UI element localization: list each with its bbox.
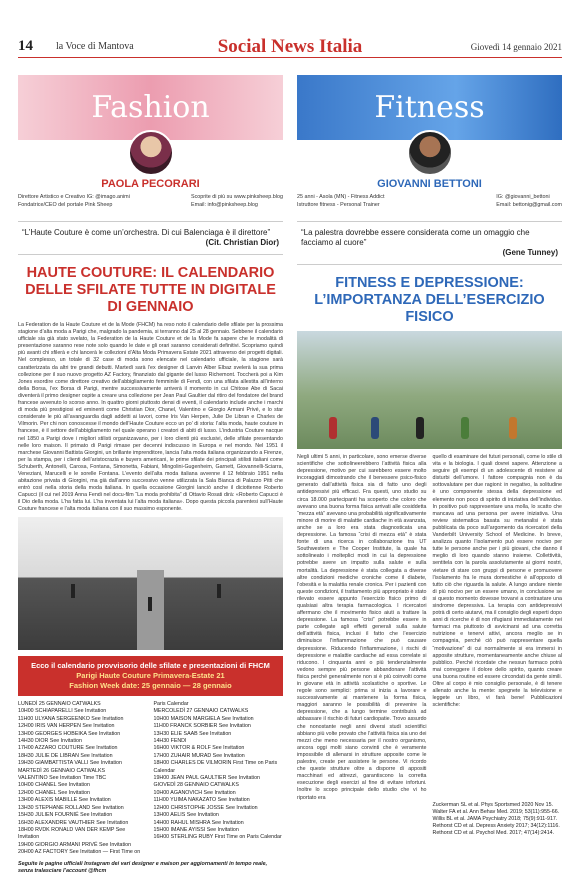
credentials-left: 25 anni - Asola (MN) - Fitness Addict Istruttore fitness - Personal Trainer xyxy=(297,194,385,208)
athlete-figure xyxy=(461,417,469,439)
quote-author: (Cit. Christian Dior) xyxy=(205,238,279,247)
author-credentials xyxy=(297,193,562,209)
schedule-item: 15H00 IMANE AYISSI See Invitation xyxy=(153,826,239,833)
calendar-box xyxy=(18,656,283,696)
schedule-item: 13H00 GEORGES HOBEIKA See Invitation xyxy=(18,730,121,737)
article-right-column xyxy=(433,454,563,854)
athlete-figure xyxy=(416,417,424,439)
schedule-item: 15H30 JULIEN FOURNIÉ See Invitation xyxy=(18,812,113,819)
schedule-item: 19H00 JEAN PAUL GAULTIER See Invitation xyxy=(153,775,260,782)
schedule-item: 10H00 CHANEL See Invitation xyxy=(18,782,90,789)
quote-text: “L’Haute Couture è come un’orchestra. Di cui Balenciaga è il direttore” xyxy=(22,228,271,237)
schedule-item: 12H00 IRIS VAN HERPEN See Invitation xyxy=(18,723,115,730)
schedule-item: 19H30 GIAMBATTISTA VALLI See Invitation xyxy=(18,760,122,767)
schedule-item: 20H00 AZ FACTORY See Invitation — First Time on xyxy=(18,849,141,856)
reference-item: Walter FA et al. Ann Behav Med. 2019; 53(11):955-66. xyxy=(432,809,560,815)
credentials-right: IG: @giovanni_bettoni Email: bettonig@gmail.com xyxy=(496,194,562,208)
schedule-item: LUNEDÌ 25 GENNAIO CATWALKS xyxy=(18,701,101,707)
audience-figure xyxy=(71,584,75,598)
schedule-item: 18H00 RVDK RONALD VAN DER KEMP See Invitation xyxy=(18,826,126,841)
schedule-item: 17H00 ZUHAIR MURAD See Invitation xyxy=(153,752,245,759)
page-header xyxy=(18,38,562,58)
schedule-item: 13H00 ALEXIS MABILLE See Invitation xyxy=(18,797,111,804)
pull-quote xyxy=(297,221,562,265)
schedule-item: 11H00 ULYANA SERGEENKO See Invitation xyxy=(18,715,124,722)
schedule-item: 16H00 VIKTOR & ROLF See Invitation xyxy=(153,745,245,752)
calendar-title: Ecco il calendario provvisorio delle sfilate e presentazioni di FHCM xyxy=(31,661,270,670)
schedule-item: 11H00 YUIMA NAKAZATO See Invitation xyxy=(153,797,250,804)
schedule-item: 10H00 AGANOVICH See Invitation xyxy=(153,789,236,796)
schedule-item: 13H30 STEPHANE ROLLAND See Invitation xyxy=(18,804,124,811)
schedule-item: MARTEDÌ 26 GENNAIO CATWALKS xyxy=(18,767,106,774)
schedule xyxy=(18,701,283,857)
credentials-right: Scoprite di più su www.pinksheep.blog Email: info@pinksheep.blog xyxy=(191,194,283,208)
newspaper-name: la Voce di Mantova xyxy=(56,41,134,52)
credentials-left: Direttore Artistico e Creativo IG: @imago.animi Fondatrice/CEO del portale Pink Sheep xyxy=(18,194,130,208)
footnote: Seguite le pagine ufficiali Instagram dei vari designer e maison per aggiornamenti in tempo reale, senza tralasciare l’account @fhcm xyxy=(18,860,268,874)
reference-item: Rethorst CD et al. Depress Anxiety 2017; 34(12):1116. xyxy=(432,823,560,829)
reference-item: Zuckerman SL et al. Phys Sportsmed 2020 Nov 15. xyxy=(432,802,554,808)
fashion-banner-title: Fashion xyxy=(91,90,210,125)
schedule-item: 12H00 CHANEL See Invitation xyxy=(18,789,90,796)
schedule-left xyxy=(18,701,148,857)
author-avatar xyxy=(128,130,174,176)
schedule-item: 10H00 SCHIAPARELLI See Invitation xyxy=(18,708,107,715)
schedule-item: 14H30 DIOR See Invitation xyxy=(18,738,82,745)
schedule-item: 19H00 GIORGIO ARMANI PRIVÉ See Invitation xyxy=(18,841,132,848)
schedule-item: 16H30 ALEXANDRE VAUTHIER See Invitation xyxy=(18,819,129,826)
pull-quote xyxy=(18,221,283,255)
author-name: GIOVANNI BETTONI xyxy=(377,178,482,190)
schedule-item: 14H30 FENDI xyxy=(153,738,187,745)
schedule-item: Paris Calendar xyxy=(153,701,189,707)
fitness-photo xyxy=(297,331,562,449)
schedule-item: 17H00 AZZARO COUTURE See Invitation xyxy=(18,745,118,752)
runway-photo xyxy=(18,517,283,650)
schedule-item: 16H00 STERLING RUBY First Time on Paris Calendar xyxy=(153,834,282,841)
schedule-item: 13H30 ELIE SAAB See Invitation xyxy=(153,730,232,737)
article-headline: HAUTE COUTURE: IL CALENDARIO DELLE SFILATE TUTTE IN DIGITALE DI GENNAIO xyxy=(25,265,276,315)
athlete-figure xyxy=(329,417,337,439)
references xyxy=(433,802,563,837)
author-name: PAOLA PECORARI xyxy=(101,178,200,190)
fitness-banner-title: Fitness xyxy=(374,90,485,125)
author-credentials xyxy=(18,193,283,209)
athlete-figure xyxy=(371,417,379,439)
schedule-item: MERCOLEDÌ 27 GENNAIO CATWALKS xyxy=(153,708,249,715)
athlete-figure xyxy=(509,417,517,439)
model-figure xyxy=(148,597,152,611)
schedule-item: 14H00 RAHUL MISHRA See Invitation xyxy=(153,819,244,826)
schedule-item: GIOVEDÌ 28 GENNAIO CATWALKS xyxy=(153,782,239,789)
fitness-column xyxy=(297,75,562,854)
schedule-right xyxy=(154,701,284,857)
quote-text: “La palestra dovrebbe essere considerata come un omaggio che facciamo al cuore” xyxy=(301,228,530,247)
reference-item: Rethorst CD et al. Psychol Med. 2017; 47(14):2414. xyxy=(432,830,555,836)
fashion-column xyxy=(18,75,283,875)
article-body-right: quello di esaminare dei futuri personali, come lo stile di vita e la biologia. I quali dovrei sapere. Attenzione a seguire gli esempi di un adolescente di resistere ai disturbi dell’umore. I fattore compagnia non è da sottovalutare per due ragioni: in negativo, la solitudine è uno componente stessa della depressione ed elemento non poco di spirito di iniziativa dell’individuo. In positivo può rappresentare una molla, lo scatto che mancava ad una persona per avere iniziativa. Una review sistematica basata su metanalisi è stata pubblicata da poco sull’argomento da ricercatori della Vanderbilt University School of Medicine. In breve, analizza quanto l’isolamento può essere nocivo per tutte le persone anche per i più giovani, che danno il meglio di loro quando stanno insieme. Collettività, sentitela con la parola assolutamente ai giorni nostri, vietare di stare con gruppi di persone e promuovere l’isolamento fra le mura domestiche è all’opposto di tutto ciò che riguarda la salute. A lungo andare niente di più nocivo per un essere umano, in conclusione se si questo momento dovesse trovarvi a contrastare una sindrome depressiva. La terapia con antidepressivi potrà di certo aiutarvi, ma il consiglio degli esperti dopo anni di ricerche è di non rifugiarsi immediatamente nei farmaci ma piuttosto di avvicinarsi ad una corretta nutrizione e tenervi attivi, ancora meglio se in compagnia, perché ciò può rappresentare quella “motivazione” di cui normalmente si era immersi in apposite strutture, momentaneamente anche chiuse al pubblico. Perché ricordate che nessun farmaco potrà mai correggere il dolore dello spirito, quanto creare una buona routine ed essere circondati da gente simili. Oltre al corpo è mio consiglio personale, è di tenere allenato anche la mente: spegnete la televisione e leggete un libro, vi farà bene! Pubblicazioni scientifiche: xyxy=(432,454,562,709)
article-body: La Federation de la Haute Couture et de la Mode (FHCM) ha reso noto il calendario delle sfilate per la prossima stagione d’alta moda a Parigi che, malgrado la pandemia, si terranno dal 25 al 28 gennaio. Sebbene il calendario ufficiale sia già stato svelato, la Federation de la Haute Couture et de la Mode fa sapere che le modalità di presentazione saranno rese note solo quando le date e gli orari saranno considerati definitivi. Scopriamo quindi più avanti chi sfilerà e chi lancerà le collezioni d’Alta Moda Primavera Estate 2021 attraverso dei progetti digitali. Nel complesso, un totale di 32 case di moda sono elencate nel calendario ufficiale, la stagione sarà caratterizzata da altri tre grandi debutti. Martedì sarà l’ex designer di Lanvin Alber Elbaz svelerà la sua prima collezione per il suo nuovo progetto AZ Factory, finanziato dal gigante del lusso Richemont. Toccherà poi a Kim Jones esordire come direttore creativo dell’abbigliamento femminile di Fendi, con una sfilata allestita all’interno della Borsa, l’ex Borsa di Parigi, mentre successivamente arriverà il momento in cui Chitose Abe di Sacai diventerà il primo designer ospite a creare una collezione per Jean Paul Gaultier dal ritiro del fondatore del brand francese avvenuto lo scorso anno. In quattro giorni piuttosto densi di eventi, il calendario include anche i marchi di moda più prestigiosi ed eminenti come Christian Dior, Chanel, Valentino e Giorgio Armani Privé, e lo star considerate le più all’avanguardia dagli addetti ai lavori, come Iris Van Herpen, Julie De Libran e Charles de Vilmorin. Per chi non conoscesse il mondo dell’Haute Couture ecco un po’ di storia: l’alta moda, haute couture in francese, è il settore dell’abbigliamento nel quale operano i creatori di abiti di lusso. L’industria Couture nacque nel 1850 a Parigi dove i migliori stilisti organizzavano, per i loro clienti più esclusivi, delle sfilate presentando nelle loro maison. Il primato di Parigi rimase per decenni indiscusso in Europa e nel mondo. Nel 1951 il marchese Giovanni Battista Giorgini, un brillante imprenditore, lancia l’alta moda italiana organizzando a Firenze, per la stampa, per i clienti dell’aristocrazia e buyers americani, le prime sfilate dei principali stilisti italiani come Schuberth, Antonelli, Carosa, Fontana, Simonetta, Fabiani, Mingolini-Gugenheim, Garnett, Giovannelli-Sciarra, Veneziani, Marucelli e le sorelle Fontana. L’evento dell’alta moda italiana avvenne il 12 febbraio 1951 nella abitazione privata di Giorgini, ma già dall’anno successivo venne utilizzata la Sala Bianca di Palazzo Pitti che entrò così nella storia della moda italiana. In quella occasione Giorgini lanciò anche il diciottenne Roberto Capucci (il cui nel 2019 Anna Fendi nel docu-film “La moda prohibita” di Ottavio Rosati dirà: «Roberto Capucci è il Dio della moda. L’ha fatta lui. L’ha inventata lui l’alta moda italiana». Dopo questa piccola parentesi sull’Haute Couture francese e l’alta moda italiana con il suo massimo esponente. xyxy=(18,322,283,513)
quote-author: (Gene Tunney) xyxy=(502,248,558,257)
schedule-item: 13H00 AELIS See Invitation xyxy=(153,812,219,819)
calendar-dates: Fashion Week date: 25 gennaio — 28 gennaio xyxy=(69,681,232,690)
article-body-left: Negli ultimi 5 anni, in particolare, sono emerse diverse scientifiche che sottolineerebbero l’attività fisica alla depressione, motivo per cui sarebbero essere molto incoraggiati dimostrando che il benessere psico-fisico generato dall’attività fisica sia di fatto uno degli antidepressivi più efficaci. Fra questi, uno studio su circa 18.000 partecipanti ha scoperto che coloro che avevano una buona forma fisica arrivati alle cosiddetta “mezza età” avevano una probabilità significativamente minore di morire di malattie cardiache in età avanzata, anche se a loro era stata diagnosticata una depressione. La famosa “crisi di mezza età” è stata fonte di una ricerca in collaborazione tra UT Southwestern e The Cooper Institute, la quale ha sottolineato i molteplici modi in cui la depressione potrebbe avere un impatto sulla salute e sulla mortalità. La depressione è stata collegata a diverse altre condizioni mediche croniche come il diabete, l’obesità e la malattia renale cronica. Per i pazienti con queste condizioni, il trattamento più appropriato è stato rilevato essere appunto l’esercizio fisico primo di qualsiasi altra terapia farmacologica. I ricercatori affermano che il movimento fisico aiuti a trattare la depressione. La famosa “crisi” potrebbe essere in parte collegate agli effetti generali sulla salute dell’attività fisica, inclusi il fatto che l’esercizio diminuisce l’infiammazione che può causare depressione. Riducendo l’infiammazione, i rischi di depressione e malattie cardiache ad essa correlate si riducono. I cinquanta anni o più tendenzialmente vedono sempre più persone abbandonare l’attività fisica perché generalmente non si è più coinvolti come in giovane età in attività scolastiche o sportive. Le regole sono semplici: prima si inizia a lavorare e successivamente ai mantenere la forma fisica, maggiori saranno le possibilità di prevenire la depressione, che a lungo termine contribuirà ad abbassare il rischio di futuri cardiopatie. Trovo assurdo che nonostante negli anni diversi studi scientifici abbiano più volte provato che l’attività fisica sia uno dei mezzi che meno necessaria per il nostro organismo, ancora oggi molti siano convinti che è veramente impossibile di allenarsi in strutture apposite come le palestre, create per assistere le persone. Vi ricordo che queste strutture oltre a disporre di appositi macchinari ed attrezzi, garantiscono la corretta esecuzione degli esercizi al fine di evitare infortuni. Inoltre lo scopo principale dello studio che vi ho riportato era xyxy=(297,454,427,801)
schedule-item: VALENTINO See Invitation Time TBC xyxy=(18,775,107,782)
issue-date: Giovedì 14 gennaio 2021 xyxy=(470,42,562,52)
author-avatar xyxy=(407,130,453,176)
schedule-item: 18H00 CHARLES DE VILMORIN First Time on Paris Calendar xyxy=(153,760,278,774)
calendar-subtitle: Parigi Haute Couture Primavera-Estate 21 xyxy=(76,671,225,680)
page-number: 14 xyxy=(18,38,33,54)
article-headline: FITNESS E DEPRESSIONE: L’IMPORTANZA DELL’ESERCIZIO FISICO xyxy=(314,275,545,325)
audience-figure xyxy=(217,584,221,598)
reference-item: Willis BL et al. JAMA Psychiatry 2018; 75(9):911-917. xyxy=(432,816,558,822)
schedule-item: 18H30 JULIE DE LIBRAN See Invitation xyxy=(18,752,113,759)
masthead: Social News Italia xyxy=(217,36,363,57)
schedule-item: 10H00 MAISON MARGIELA See Invitation xyxy=(153,715,254,722)
schedule-item: 12H00 CHRISTOPHE JOSSE See Invitation xyxy=(153,804,258,811)
article-columns xyxy=(297,454,562,854)
schedule-item: 11H00 FRANCK SORBIER See Invitation xyxy=(153,723,251,730)
